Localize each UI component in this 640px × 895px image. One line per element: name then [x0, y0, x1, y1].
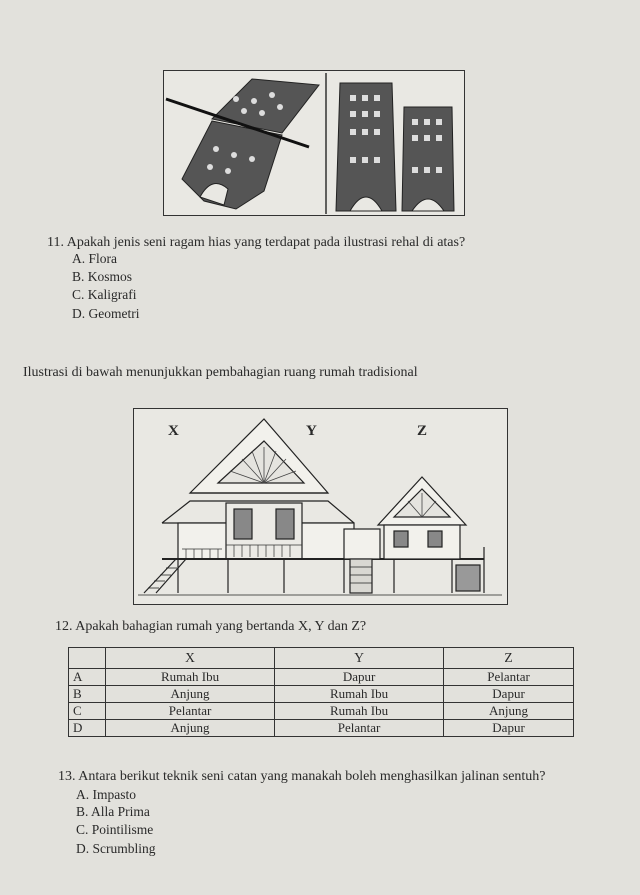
rehal-panels-drawing: [336, 83, 454, 211]
house-intro-text: Ilustrasi di bawah menunjukkan pembahagian ruang rumah tradisional: [23, 365, 418, 380]
house-drawing: [134, 409, 506, 603]
answer-table: [68, 647, 574, 737]
q11-option-b[interactable]: B. Kosmos: [72, 269, 133, 284]
q11-option-c[interactable]: C. Kaligrafi: [72, 287, 137, 302]
table-header-cell: Z: [444, 648, 574, 669]
rehal-drawing: [164, 71, 463, 214]
table-cell: Dapur: [444, 720, 574, 737]
table-cell: C: [69, 703, 106, 720]
rehal-open-drawing: [166, 79, 319, 209]
q13-option-d[interactable]: D. Scrumbling: [76, 841, 156, 856]
table-cell: Pelantar: [106, 703, 275, 720]
q11-option-d[interactable]: D. Geometri: [72, 306, 140, 321]
table-header-cell: X: [106, 648, 275, 669]
table-cell: Rumah Ibu: [275, 686, 444, 703]
table-cell: Anjung: [106, 686, 275, 703]
table-row[interactable]: [69, 669, 574, 686]
question-12: 12. Apakah bahagian rumah yang bertanda X, Y dan Z?: [55, 619, 367, 634]
table-row[interactable]: [69, 686, 574, 703]
table-cell: Anjung: [106, 720, 275, 737]
table-cell: Rumah Ibu: [275, 703, 444, 720]
question-13: 13. Antara berikut teknik seni catan yang manakah boleh menghasilkan jalinan sentuh?: [58, 769, 546, 784]
label-y: Y: [306, 423, 317, 439]
q13-option-b[interactable]: B. Alla Prima: [76, 804, 150, 819]
table-cell: Anjung: [444, 703, 574, 720]
table-cell: Pelantar: [444, 669, 574, 686]
q13-option-c[interactable]: C. Pointilisme: [76, 822, 154, 837]
table-cell: Dapur: [275, 669, 444, 686]
question-11: 11. Apakah jenis seni ragam hias yang terdapat pada ilustrasi rehal di atas?: [47, 235, 466, 250]
table-cell: Dapur: [444, 686, 574, 703]
table-cell: A: [69, 669, 106, 686]
table-cell: Pelantar: [275, 720, 444, 737]
table-row[interactable]: [69, 720, 574, 737]
q11-option-a[interactable]: A. Flora: [72, 251, 117, 266]
q13-option-a[interactable]: A. Impasto: [76, 787, 136, 802]
table-row[interactable]: [69, 703, 574, 720]
label-z: Z: [417, 423, 428, 439]
label-x: X: [168, 423, 179, 439]
table-cell: D: [69, 720, 106, 737]
table-header-cell: Y: [275, 648, 444, 669]
table-cell: B: [69, 686, 106, 703]
table-cell: Rumah Ibu: [106, 669, 275, 686]
rehal-illustration: [163, 70, 465, 216]
house-illustration: [133, 408, 508, 605]
table-header-cell: [69, 648, 106, 669]
table-header-row: [69, 648, 574, 669]
